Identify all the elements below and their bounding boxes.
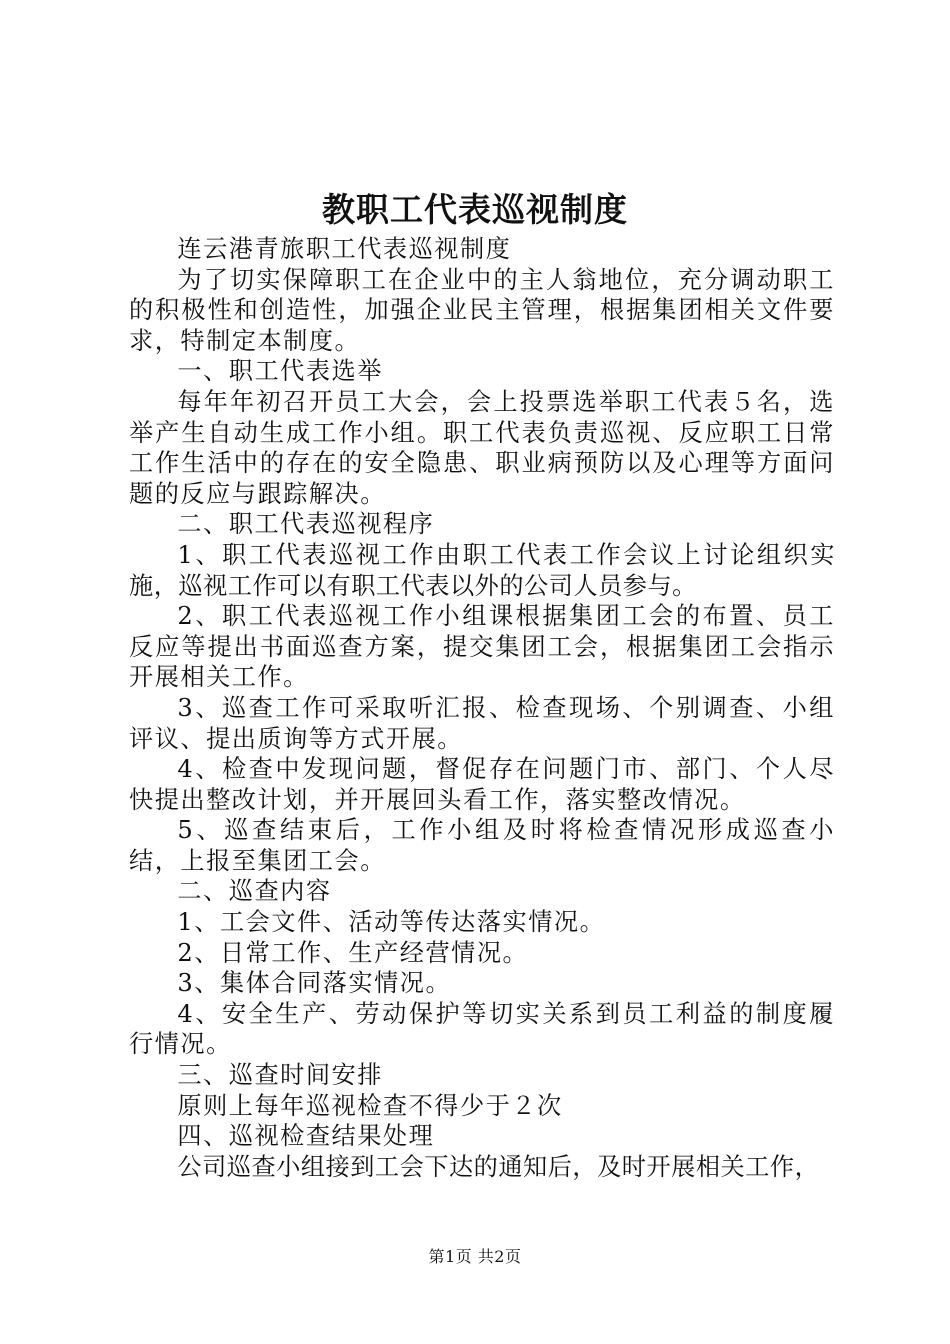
procedure-item-3: 3、巡查工作可采取听汇报、检查现场、个别调查、小组评议、提出质询等方式开展。 [129, 693, 835, 753]
procedure-item-4: 4、检查中发现问题，督促存在问题门市、部门、个人尽快提出整改计划，并开展回头看工作，落实整改情况。 [129, 755, 835, 814]
document-body [129, 234, 835, 1182]
content-item-4: 4、安全生产、劳动保护等切实关系到员工利益的制度履行情况。 [129, 999, 835, 1059]
section-heading-results: 四、巡视检查结果处理 [177, 1122, 435, 1151]
schedule-paragraph: 原则上每年巡视检查不得少于２次 [177, 1091, 563, 1120]
procedure-item-2: 2、职工代表巡视工作小组课根据集团工会的布置、员工反应等提出书面巡查方案，提交集团工会，根据集团工会指示开展相关工作。 [129, 602, 835, 692]
section-heading-content: 二、巡查内容 [177, 877, 332, 906]
subtitle-paragraph: 连云港青旅职工代表巡视制度 [177, 235, 512, 263]
results-paragraph: 公司巡查小组接到工会下达的通知后，及时开展相关工作， [177, 1152, 820, 1181]
content-item-3: 3、集体合同落实情况。 [177, 969, 452, 998]
page-indicator: 第1页 共2页 [428, 1247, 522, 1266]
section-heading-schedule: 三、巡查时间安排 [177, 1061, 383, 1090]
election-paragraph: 每年年初召开员工大会，会上投票选举职工代表５名，选举产生自动生成工作小组。职工代表负责巡视、反应职工日常工作生活中的存在的安全隐患、职业病预防以及心理等方面问题的反应与跟踪解决。 [129, 387, 835, 508]
procedure-item-5: 5、巡查结束后，工作小组及时将检查情况形成巡查小结，上报至集团工会。 [129, 816, 835, 875]
document-title: 教职工代表巡视制度 [322, 190, 628, 229]
content-item-2: 2、日常工作、生产经营情况。 [177, 938, 529, 967]
procedure-item-1: 1、职工代表巡视工作由职工代表工作会议上讨论组织实施，巡视工作可以有职工代表以外的公司人员参与。 [129, 540, 835, 600]
content-item-1: 1、工会文件、活动等传达落实情况。 [177, 908, 606, 937]
section-heading-procedure: 二、职工代表巡视程序 [177, 510, 435, 539]
section-heading-election: 一、职工代表选举 [177, 357, 383, 386]
intro-paragraph: 为了切实保障职工在企业中的主人翁地位，充分调动职工的积极性和创造性，加强企业民主管理，根据集团相关文件要求，特制定本制度。 [129, 265, 835, 355]
